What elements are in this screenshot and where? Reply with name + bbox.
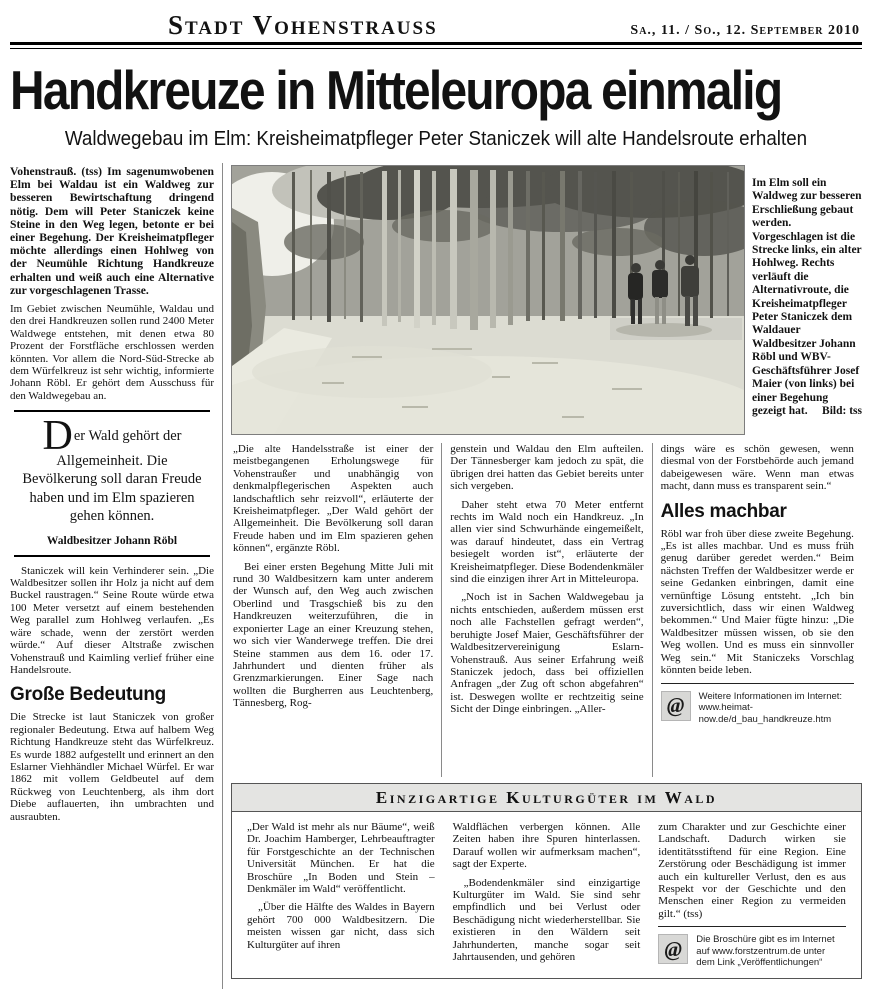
infobox-column-3 bbox=[649, 821, 855, 978]
paragraph: „Noch ist in Sachen Waldwegebau ja nichts entschieden, außerdem müssen erst noch alle Fachstellen gefragt werden“, beruhigte Josef Maier, Geschäftsführer der Waldbesitzervereinigung Eslarn-Vohenstrauß. Aus seiner Erfahrung weiß Staniczek jedoch, dass bei offiziellen Anfragen „der Zug oft schon abgefahren“ ist. Deswegen wollte er rechtzeitig seine Sicht der Dinge einbringen. „Aller- bbox=[450, 591, 644, 716]
photo-caption bbox=[752, 165, 862, 435]
infobox-column-2 bbox=[444, 821, 650, 978]
masthead bbox=[10, 4, 862, 42]
body-columns bbox=[231, 443, 862, 777]
brochure-note-text: Die Broschüre gibt es im Internet auf www.forstzentrum.de unter dem Link „Veröffentlichungen“ bbox=[696, 934, 835, 969]
paragraph: „Der Wald ist mehr als nur Bäume“, weiß Dr. Joachim Hamberger, Lehrbeauftragter für Forstgeschichte an der Technischen Universität München. Er hat die Broschüre „In Boden und Stein – Denkmäler im Wald“ veröffentlicht. bbox=[247, 821, 435, 896]
infobox bbox=[231, 783, 862, 979]
column-1 bbox=[10, 163, 222, 989]
paragraph: Die Strecke ist laut Staniczek von großer regionaler Bedeutung. Etwa auf halbem Weg Richtung Handkreuze steht das Würfelkreuz. Es wurde 1882 aufgestellt und erinnert an den Eslarner Viehhändler Michael Würfel. Er war 1862 mit vollem Geldbeutel auf dem Rückweg von Leuchtenberg, als ihm dort Diebe auflauerten, ihn umbrachten und ausraubten. bbox=[10, 711, 214, 823]
pull-quote-dropcap: D bbox=[42, 413, 73, 460]
paragraph: genstein und Waldau den Elm aufteilen. Der Tännesberger kam jedoch zu spät, die übrigen drei hatten das Gebiet bereits unter sich vergeben. bbox=[450, 443, 644, 493]
paragraph: „Die alte Handelsstraße ist einer der meistbegangenen Erholungswege für Vohenstraußer und unabhängig von denkmalpflegerischen Aspekten auch landschaftlich sehr reizvoll“, erläuterte der Kreisheimatpfleger. „Der Wald gehört der Allgemeinheit. Die Bevölkerung soll daran Freude haben und im Elm spazieren gehen können“, ergänzte Röbl. bbox=[233, 443, 434, 555]
masthead-date: Sa., 11. / So., 12. September 2010 bbox=[630, 23, 860, 38]
headline: Handkreuze in Mitteleuropa einmalig bbox=[10, 59, 782, 121]
paragraph: „Bodendenkmäler sind einzigartige Kulturgüter im Wald. Sie sind sehr empfindlich und bei Verlust oder Beschädigung nicht wiederherstellbar. Sie existieren in den Wäldern seit Jahrhunderten, manche sogar seit Jahrtausenden, und gehören bbox=[452, 876, 641, 964]
pull-quote-attribution: Waldbesitzer Johann Röbl bbox=[46, 534, 178, 547]
internet-note-line1: Weitere Informationen im Internet: bbox=[698, 690, 843, 702]
internet-note bbox=[661, 683, 854, 726]
paragraph: zum Charakter und zur Geschichte einer Landschaft. Dadurch wirken sie identitätsstiftend für eine Region. Eine Zerstörung oder Beschädigung ist immer auch ein kultureller Verlust, den es aus Respekt vor der Geschichte und den Menschen einer Region zu vermeiden gilt.“ (tss) bbox=[658, 821, 846, 920]
brochure-note bbox=[658, 926, 846, 969]
right-region bbox=[222, 163, 862, 989]
section-heading-alles-machbar: Alles machbar bbox=[660, 500, 787, 522]
forest-photo bbox=[231, 165, 745, 435]
at-icon: @ bbox=[658, 934, 688, 964]
paragraph: Daher steht etwa 70 Meter entfernt rechts im Wald noch ein Handkreuz. „In allen vier sind Schwurhände eingemeißelt, was darauf hindeutet, dass ein Vertrag besiegelt worden ist“, erläuterte der Kreisheimatpfleger. Diese Bodendenkmäler sind die einzigen ihrer Art in Mitteleuropa. bbox=[450, 498, 644, 586]
masthead-title: Stadt Vohenstrauss bbox=[168, 10, 438, 40]
paragraph: Röbl war froh über diese zweite Begehung. „Es ist alles machbar. Und es muss früh genug darüber geredet werden.“ Beim nächsten Treffen der Waldbesitzer werde er seine Gedanken einbringen, damit eine vernünftige Lösung entsteht. „Ich bin zuversichtlich, dass wir einen Waldweg bekommen.“ Und Maier fügte hinzu: „Die Waldbesitzer müssen wissen, ob sie den Weg wollen. Und es muss ein sinnvoller Weg sein.“ Mit Staniczeks Vorschlag könnten beide leben. bbox=[660, 527, 854, 677]
subheadline: Waldwegebau im Elm: Kreisheimatpfleger Peter Staniczek will alte Handelsroute erhalten bbox=[64, 128, 808, 150]
lead-paragraph: Vohenstrauß. (tss) Im sagenumwobenen Elm bei Waldau ist ein Waldweg zur besseren Bewirtschaftung dringend nötig. Dem will Peter Staniczek keine Steine in den Weg legen, betonte er bei einer Begehung. Der Kreisheimatpfleger möchte allerdings einen Hohlweg von der Neumühle Richtung Handkreuze erhalten und weiß auch eine Alternative zur vorgeschlagenen Trasse. bbox=[10, 165, 214, 297]
column-3 bbox=[441, 443, 651, 777]
forest-photo-illustration bbox=[232, 166, 744, 434]
article-body bbox=[10, 163, 862, 989]
infobox-title: Einzigartige Kulturgüter im Wald bbox=[232, 784, 861, 812]
pull-quote-rule-top bbox=[14, 410, 210, 412]
pull-quote-text: er Wald gehört der Allgemeinheit. Die Bevölkerung soll daran Freude haben und im Elm spazieren gehen können. bbox=[22, 428, 202, 525]
photo-credit: Bild: tss bbox=[822, 404, 862, 417]
pull-quote bbox=[10, 413, 214, 525]
masthead-rule bbox=[10, 42, 862, 49]
photo-row bbox=[231, 165, 862, 435]
infobox-column-1 bbox=[238, 821, 444, 978]
paragraph: Im Gebiet zwischen Neumühle, Waldau und den drei Handkreuzen sollen rund 2400 Meter Waldwege entstehen, mit denen etwa 80 Prozent der Forstfläche erschlossen werden könnten. Vor allem die Nord-Süd-Strecke ab dem Würfelkreuz ist sehr wichtig, informierte Johann Röbl. Er gehört dem Ausschuss für den Waldwegebau an. bbox=[10, 303, 214, 402]
paragraph: Staniczek will kein Verhinderer sein. „Die Waldbesitzer sollen ihr Holz ja nicht auf dem Buckel raustragen.“ Seine Route würde etwa 100 Meter versetzt auf einem bestehenden Weg parallel zum Hohlweg verlaufen. „Es wäre schade, wenn der zerstört werden würde.“ Auf dieser Altstraße zwischen Vohenstrauß und Kaimling verlief früher eine Handelsroute. bbox=[10, 564, 214, 676]
section-heading-grosse-bedeutung: Große Bedeutung bbox=[10, 684, 166, 706]
internet-note-text bbox=[699, 691, 854, 726]
pull-quote-rule-bottom bbox=[14, 555, 210, 557]
infobox-body bbox=[232, 812, 861, 978]
column-2 bbox=[231, 443, 441, 777]
paragraph: dings wäre es schön gewesen, wenn diesmal von der Forstbehörde auch jemand dabeigewesen wäre. Wenn man etwas macht, dann muss es transparent sein.“ bbox=[660, 443, 854, 493]
column-4 bbox=[652, 443, 862, 777]
paragraph: Bei einer ersten Begehung Mitte Juli mit rund 30 Waldbesitzern kam unter anderem der Wunsch auf, den Weg auch zwischen Oberlind und Trasgschieß bis zu den Handkreuzen weiterzuführen, die in exponierter Lage an einer Kreuzung stehen, wo sich vier Wanderwege treffen. Die drei Steine stammen aus dem 16. oder 17. Jahrhundert und dienten früher als Grenzmarkierungen. Einer Sage nach wollten die Burgherren aus Leuchtenberg, Tännesberg, Rog- bbox=[233, 560, 434, 710]
photo-caption-text: Im Elm soll ein Waldweg zur besseren Erschließung gebaut werden. Vorgeschlagen ist die Strecke links, ein alter Hohlweg. Rechts verläuft die Alternativroute, die Kreisheimatpfleger Peter Staniczek dem Waldauer Waldbesitzer Johann Röbl und WBV-Geschäftsführer Josef Maier (von links) bei einer Begehung gezeigt hat. bbox=[752, 177, 862, 417]
internet-note-url: www.heimat-now.de/d_bau_handkreuze.htm bbox=[698, 702, 832, 725]
paragraph: Waldflächen verbergen können. Alle Zeiten haben ihre Spuren hinterlassen. Darauf wollen wir aufmerksam machen“, sagt der Experte. bbox=[452, 821, 641, 871]
at-icon: @ bbox=[661, 691, 691, 721]
paragraph: „Über die Hälfte des Waldes in Bayern gehört 700 000 Waldbesitzern. Die meisten wissen gar nicht, dass sich Kulturgüter auf ihren bbox=[247, 901, 435, 951]
